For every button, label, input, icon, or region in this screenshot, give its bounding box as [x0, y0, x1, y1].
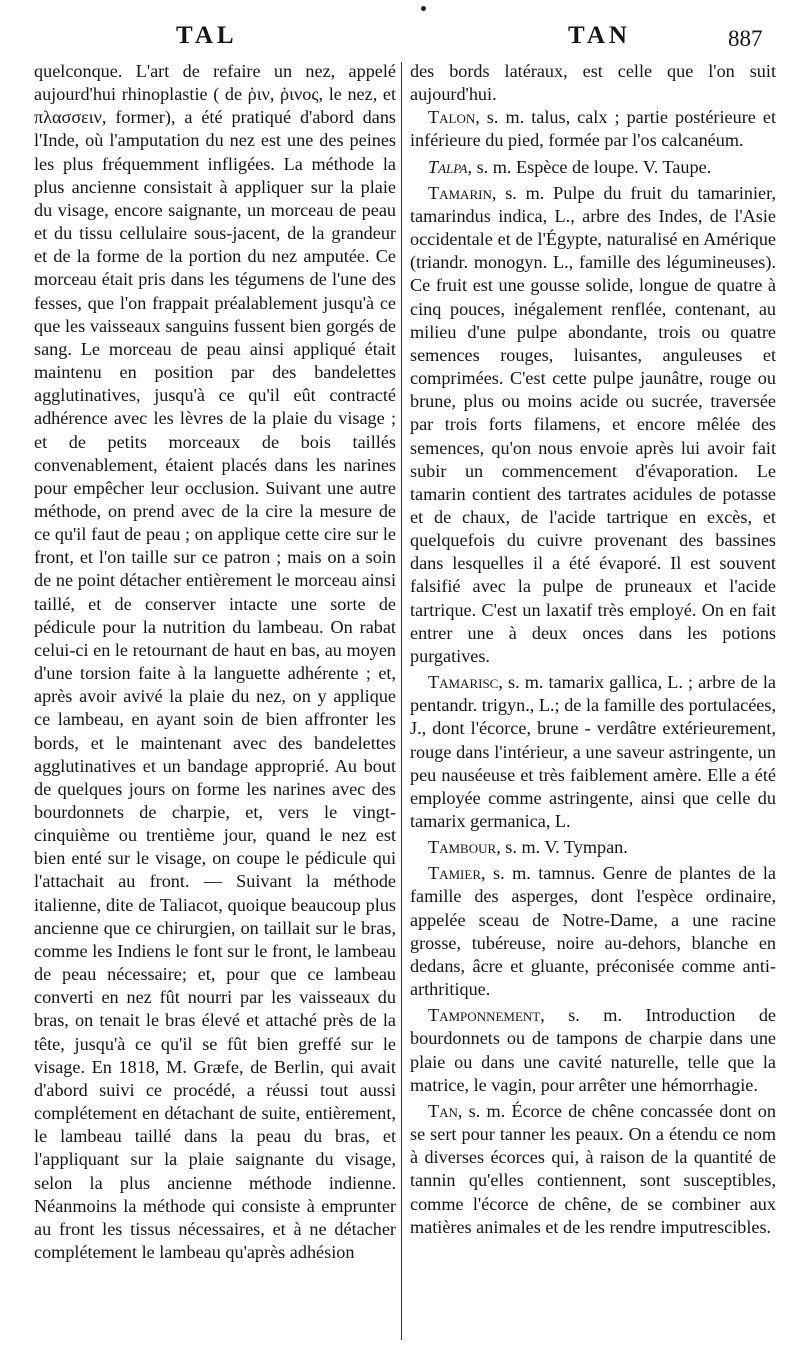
- entry-tan: [410, 1100, 776, 1239]
- entry-talon: [410, 106, 776, 152]
- entry-head: Tambour: [428, 837, 497, 858]
- entry-head: Tan: [428, 1100, 458, 1121]
- entry-head: Tamier: [428, 863, 481, 884]
- column-divider: [401, 62, 402, 1340]
- entry-body: , s. m. V. Tympan.: [496, 837, 628, 858]
- entry-body: , s. m. Pulpe du fruit du tamarinier, tamarindus indica, L., arbre des Indes, de l'Asie occidentale et de l'Égypte, naturalisé en Amérique (triandr. monogyn. L., famille des légumineuses). Ce fruit est une gousse solide, longue de quatre à cinq pouces, inégalement renflée, contenant, au milieu d'une pulpe abondante, trois ou quatre semences rouges, luisantes, anguleuses et comprimées. C'est cette pulpe jaunâtre, rouge ou brune, plus ou moins acide ou sucrée, traversée par trois forts filamens, et encore mêlée des semences, qu'on nous envoie après lui avoir fait subir un commencement d'évaporation. Le tamarin contient des tartrates acidules de potasse et de chaux, de l'acide tartrique en excès, et quelquefois du cuivre provenant des bassines dans lesquelles il a été évaporé. Il est souvent falsifié avec la pulpe de pruneaux et l'acide tartrique. C'est un laxatif très employé. On en fait entrer une à deux onces dans les potions purgatives.: [410, 182, 776, 666]
- page-number: 887: [728, 26, 763, 51]
- right-column: [410, 60, 776, 1239]
- entry-head: Tamponnement: [428, 1005, 541, 1026]
- running-head-left: TAL: [176, 22, 238, 49]
- printer-dot: [421, 6, 426, 11]
- entry-body: , s. m. tamarix gallica, L. ; arbre de la pentandr. trigyn., L.; de la famille des portulacées, J., dont l'écorce, brune - verdâtre extérieurement, rouge dans l'intérieur, a une saveur astringente, un peu nauséeuse et très faiblement amère. Elle a été employée comme astringente, ainsi que celle du tamarix germanica, L.: [410, 672, 776, 831]
- entry-tambour: [410, 836, 776, 859]
- entry-tamponnement: [410, 1004, 776, 1097]
- entry-body: , s. m. Espèce de loupe. V. Taupe.: [467, 156, 712, 177]
- entry-body: , s. m. talus, calx ; partie postérieure et inférieure du pied, formée par l'os calcanéum.: [410, 107, 776, 151]
- entry-head: Talon: [428, 107, 476, 128]
- entry-tamarin: [410, 182, 776, 668]
- entry-body: , s. m. tamnus. Genre de plantes de la famille des asperges, dont l'espèce ordinaire, appelée sceau de Notre-Dame, a une racine grosse, tubéreuse, noire au-dehors, blanche en dedans, âcre et gluante, préconisée comme anti-arthritique.: [410, 863, 776, 1000]
- running-head-center: TAN: [568, 22, 631, 49]
- entry-head: Tamarin: [428, 182, 492, 203]
- entry-tamier: [410, 862, 776, 1001]
- entry-head: Tamarisc: [428, 672, 499, 693]
- entry-body: , s. m. Introduction de bourdonnets ou de tampons de charpie dans une plaie ou dans une cavité naturelle, telle que la matrice, le vagin, pour arrêter une hémorrhagie.: [410, 1005, 776, 1095]
- left-column: [34, 60, 396, 1264]
- continuation-text: des bords latéraux, est celle que l'on suit aujourd'hui.: [410, 61, 776, 105]
- entry-head: Talpa: [428, 156, 468, 177]
- entry-body: , s. m. Écorce de chêne concassée dont on se sert pour tanner les peaux. On a étendu ce nom à diverses écorces qui, à raison de la quantité de tannin qu'elles contiennent, sont susceptibles, comme l'écorce de chêne, de se combiner aux matières animales et de les rendre imputrescibles.: [410, 1100, 776, 1237]
- left-column-text: quelconque. L'art de refaire un nez, appelé aujourd'hui rhinoplastie ( de ῥιν, ῥινος, le nez, et πλασσειν, former), a été pratiqué d'abord dans l'Inde, où l'amputation du nez est une des peines les plus fréquemment infligées. La méthode la plus ancienne consistait à appliquer sur la plaie du visage, encore saignante, un morceau de peau et du tissu cellulaire sous-jacent, de la grandeur et de la forme de la portion du nez amputée. Ce morceau était pris dans les tégumens de l'une des fesses, que l'on frappait préalablement jusqu'à ce que les vaisseaux sanguins fussent bien gorgés de sang. Le morceau de peau ainsi appliqué était maintenu en position par des bandelettes agglutinatives, jusqu'à ce qu'il eût contracté adhérence avec les lèvres de la plaie du visage ; et de petits morceaux de bois taillés convenablement, étaient placés dans les narines pour empêcher leur occlusion. Suivant une autre méthode, on prend avec de la cire la mesure de ce qu'il faut de peau ; on applique cette cire sur le front, et l'on taille sur ce patron ; mais on a soin de ne point détacher entièrement le morceau ainsi taillé, et de conserver intacte une sorte de pédicule pour la nutrition du lambeau. On rabat celui-ci en le retournant de haut en bas, au moyen d'une torsion faite à la languette adhérente ; et, après avoir avivé la plaie du nez, on y applique ce lambeau, en ayant soin de bien affronter les bords, et le maintenant avec des bandelettes agglutinatives et un bandage approprié. Au bout de quelques jours on forme les narines avec des bourdonnets de charpie, et, vers le vingt-cinquième ou trentième jour, quand le nez est bien enté sur le visage, on coupe le pédicule qui l'attachait au front. — Suivant la méthode italienne, dite de Taliacot, quoique beaucoup plus ancienne que ce chirurgien, on taillait sur le bras, comme les Indiens le font sur le front, le lambeau de peau nécessaire; et, pour que ce lambeau converti en nez fût nourri par les vaisseaux du bras, on tenait le bras élevé et attaché près de la tête, jusqu'à ce qu'il se fût bien greffé sur le visage. En 1818, M. Græfe, de Berlin, qui avait d'abord suivi ce procédé, a réussi tout aussi complétement en détachant de suite, entièrement, le lambeau taillé dans la peau du bras, et l'appliquant sur la plaie saignante du visage, selon la plus ancienne méthode indienne. Néanmoins la méthode qui consiste à emprunter au front les tissus nécessaires, et à ne détacher complétement le lambeau qu'après adhésion: [34, 61, 396, 1262]
- entry-talpa: [410, 156, 776, 179]
- entry-tamarisc: [410, 671, 776, 833]
